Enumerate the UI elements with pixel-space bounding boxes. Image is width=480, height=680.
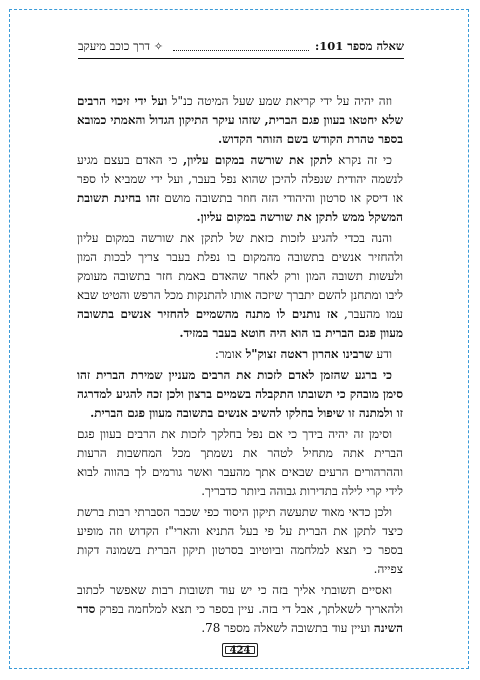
text-run: ועיין עוד בתשובה לשאלה מספר 78. [201,621,374,635]
paragraph [77,345,403,364]
text-run: כי האדם בעצם מגיע לנשמה יהודית שנפלה להיכן שהוא נפל בעבר, ועל ידי שמביא לו ספר או דיסק או סרטון והיהודי הזה חוזר בתשובה מושם [77,153,403,205]
text-run: וסימן זה יהיה בידך כי אם נפל בחלקך לזכות את הרבים בעוון פגם הברית אתה מתחיל לטהר את נשמתך מכל המחשבות הרעות וההרהורים הרעים שבאים אתך מהעבר ואשר גורמים לך בהווה לבוא לידי קרי לילה בתדירות גבוהה ביותר כדבריך. [77,427,403,498]
bold-text-run: זהו בחינת תשובת המשקל ממש לתקן את שורשה במקום עליון. [77,191,403,224]
text-run: ולכן כדאי מאוד שתעשה תיקון היסוד כפי שכבר הסברתי רבות ברשת כיצד לתקן את הברית על פי בעל התניא והארי"ז הקדוש וזה מופיע בספר כי תצא למלחמה וביוטיוב בסרטון תיקון הברית בשמונה דקות צפייה. [77,505,403,576]
header-divider [78,58,404,59]
body-text [77,92,403,640]
text-run: והנה בכדי להגיע לזכות כזאת של לתקן את שורשה במקום עליון ולהחזיר אנשים בתשובה מהמקום בו נפלת בעבר צריך לבכות המון ולעשות תשובה המון ורק לאחר שהאדם באמת חזר בתשובה מעומק ליבו ומתחנן להשם יתברך שיזכה אותו להתנקות מכל הרפש והטיט שבא עמו מהעבר, [77,231,403,321]
running-header [78,40,404,53]
paragraph [77,425,403,501]
bold-text-run: אז נותנים לו מתנה מהשמיים להחזיר אנשים בתשובה מעוון פגם הברית בו הוא היה חוטא בעבר במזיד. [77,307,403,340]
bold-text-run: ועל ידי זיכוי הרבים שלא יחטאו בעוון פגם הברית, שזהו עיקר התיקון הגדול והאמתי כמובא בספר טהרת הקודש בשם הזוהר הקדוש. [77,94,403,146]
paragraph [77,151,403,227]
bold-text-run: שרבינו אהרון ראטה זצוק"ל [245,347,373,361]
text-run: כי זה נקרא [332,153,392,167]
bold-text-run: כי ברגע שהזמן לאדם לזכות את הרבים מעניין שמירת הברית זהו סימן מובהק כי תשובתו התקבלה בשמיים ברצון ולכן זכה להגיע למדרגה זו ולמתנה זו שיפול בחלקו להשיב אנשים בתשובה מעוון פגם הברית. [77,368,403,420]
header-ornament-icon: ✧ [153,40,164,53]
header-book-title: דרך כוכב מיעקב [78,39,150,53]
header-dotted-leader [173,42,309,51]
paragraph [77,229,403,343]
bold-text-run: לתקן את שורשה במקום עליון, [183,153,333,167]
text-run: אומר: [214,347,246,361]
paragraph [77,581,403,638]
text-run: וזה יהיה על ידי קריאת שמע שעל המיטה כנ"ל [167,94,393,108]
page-number-box [222,643,258,657]
paragraph [77,503,403,579]
text-run: ואסיים תשובתי אליך בזה כי יש עוד תשובות רבות שאפשר לכתוב ולהאריך לשאלתך, אבל די בזה. עיין בספר כי תצא למלחמה בפרק [77,583,403,616]
header-question-label: שאלה מספר 101: [314,39,404,53]
paragraph [77,366,403,423]
bold-text-run: סדר השינה [77,602,403,635]
text-run: ודע [372,347,392,361]
paragraph [77,92,403,149]
page-number: 424 [229,644,251,656]
